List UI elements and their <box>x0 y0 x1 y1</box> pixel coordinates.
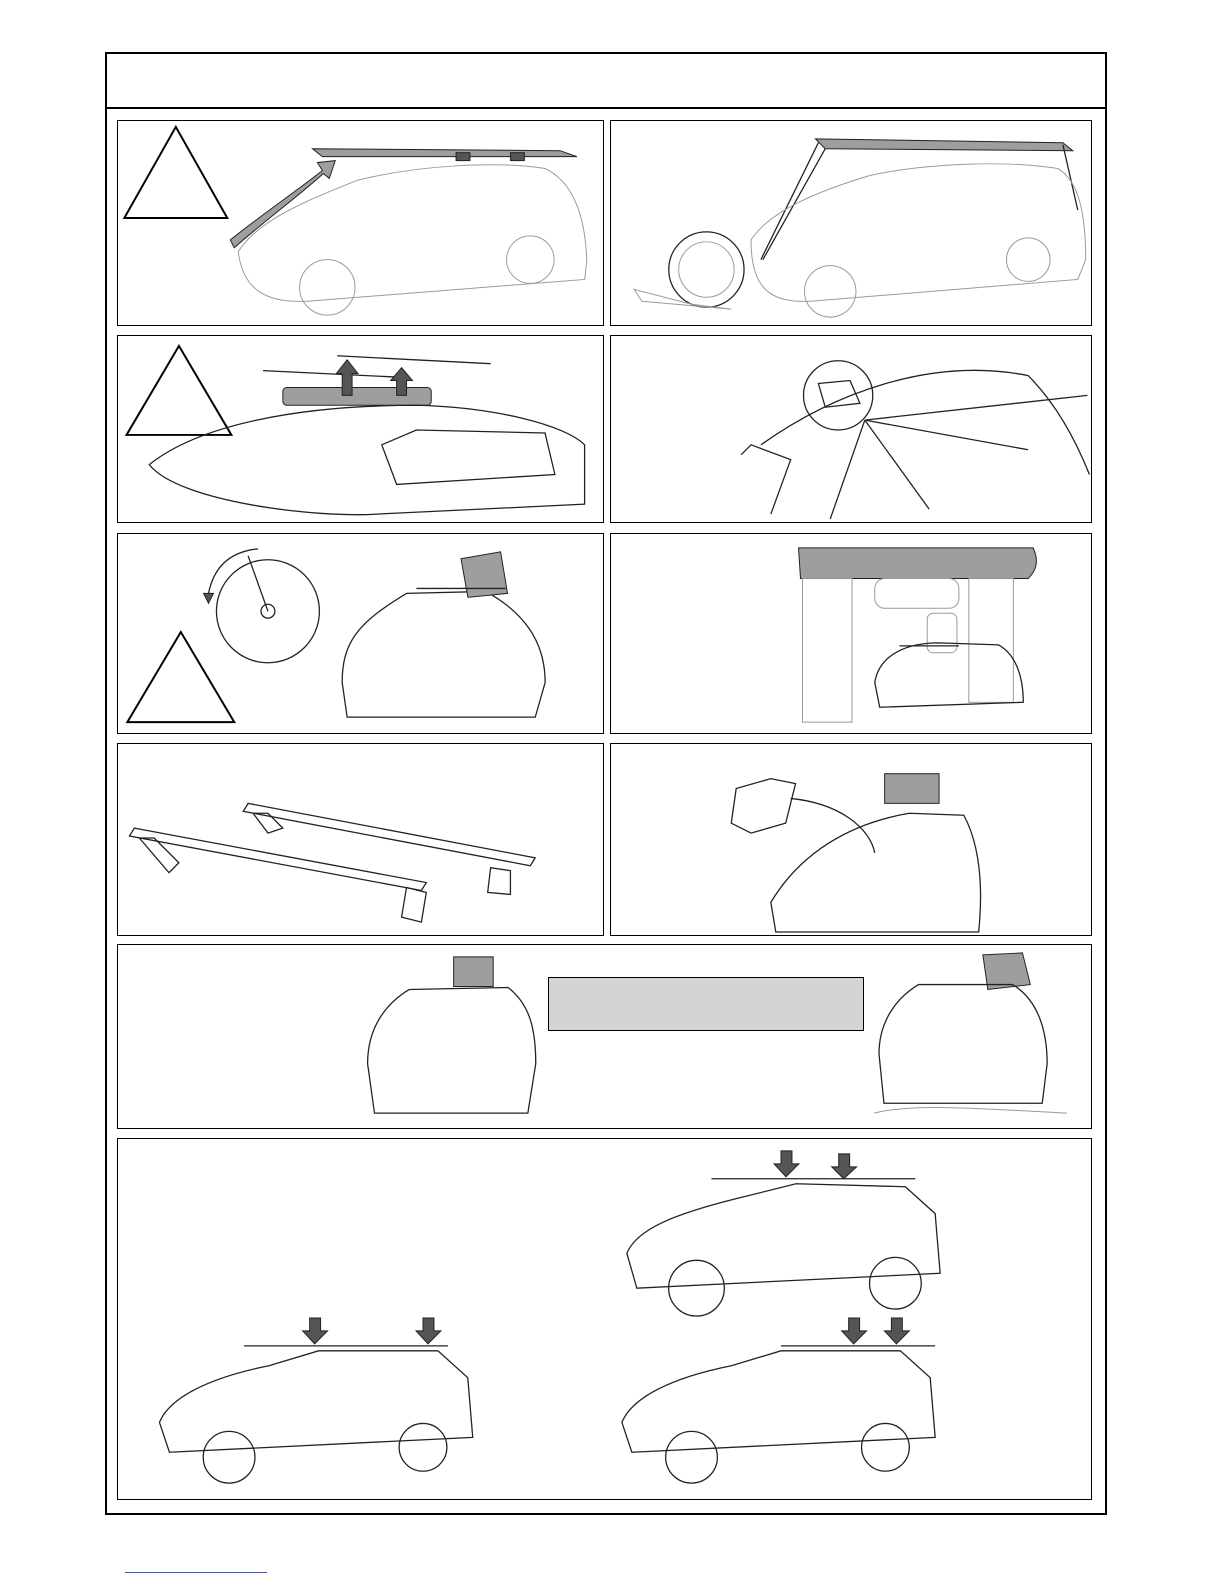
speedometer-illustration <box>118 534 603 733</box>
speedometer-needle <box>248 556 268 611</box>
car-front-outline <box>879 985 1047 1104</box>
foot <box>139 838 179 873</box>
panel-read-manual <box>610 743 1092 936</box>
roof-box <box>885 774 939 804</box>
panel-bar-positions <box>117 1138 1092 1500</box>
strap <box>761 143 1078 260</box>
panel-roof-damage-warning <box>117 335 604 523</box>
arrow-down-icon <box>842 1318 867 1344</box>
roof-outline <box>761 370 1089 474</box>
roof-bars-lift-illustration <box>118 336 603 522</box>
panel-tie-down-straps <box>610 120 1092 326</box>
page-header <box>105 52 1107 109</box>
footer-underline <box>125 1572 267 1573</box>
warning-triangle-icon <box>127 632 234 722</box>
panel-load-balance <box>117 944 1092 1129</box>
arrow-down-icon <box>884 1318 909 1344</box>
roof-box <box>454 957 494 987</box>
arrow-down-icon <box>416 1318 441 1344</box>
speedometer-icon <box>216 560 319 663</box>
arrow-down-icon <box>303 1318 328 1344</box>
manual-book-icon <box>731 779 795 833</box>
car-outline <box>771 813 981 932</box>
arrow-down-icon <box>774 1151 799 1177</box>
car-front-outline <box>342 591 545 717</box>
strap-securing-illustration <box>611 121 1091 325</box>
car-front-outline <box>368 988 536 1114</box>
roof-bars-illustration <box>118 744 603 935</box>
warning-triangle-icon <box>127 346 232 435</box>
car-outline <box>238 165 587 302</box>
warning-triangle-icon <box>124 127 227 218</box>
slow-down-arrow <box>209 549 259 594</box>
car-with-long-load-illustration <box>118 121 603 325</box>
panel-roof-bars-kit <box>117 743 604 936</box>
wash-brush <box>875 579 959 609</box>
panel-clean-roof <box>610 335 1092 523</box>
manual-illustration <box>611 744 1091 935</box>
car-outline <box>751 164 1086 302</box>
roof-box <box>461 552 508 598</box>
long-board <box>312 149 576 157</box>
car-wash-gantry-roof <box>799 548 1037 579</box>
load-balance-illustration <box>118 945 1091 1128</box>
arrow-down-icon <box>832 1154 857 1179</box>
cleaning-roof-illustration <box>611 336 1091 522</box>
long-board <box>815 139 1072 151</box>
pickup-bar-positions-illustration <box>118 1139 1091 1499</box>
panel-overhang-warning <box>117 120 604 326</box>
roof-bar <box>263 356 491 378</box>
panel-no-car-wash <box>610 533 1092 734</box>
roof-area <box>283 387 431 405</box>
car-wash-pillar <box>802 579 852 723</box>
notice-box <box>548 977 864 1031</box>
panel-speed-warning <box>117 533 604 734</box>
pickup-outline <box>622 1351 935 1452</box>
load-arrow <box>230 161 335 248</box>
car-wash-illustration <box>611 534 1091 733</box>
cleaning-hand-icon <box>804 361 873 430</box>
pickup-outline <box>159 1351 472 1452</box>
strap-roll-icon <box>669 232 744 307</box>
